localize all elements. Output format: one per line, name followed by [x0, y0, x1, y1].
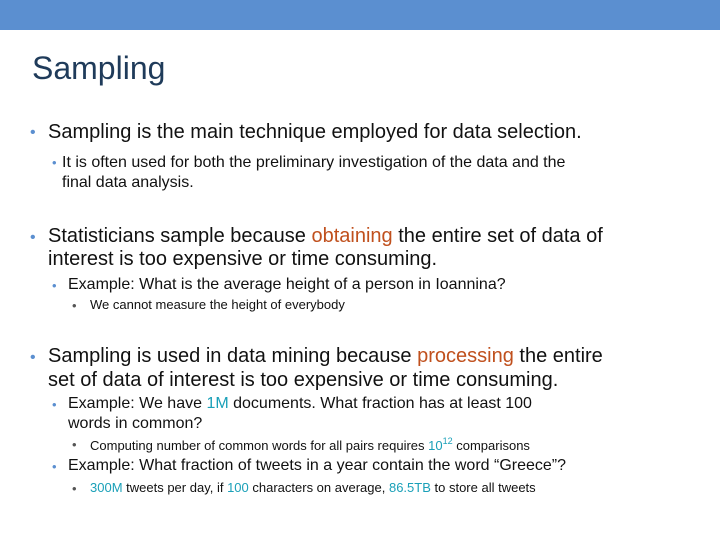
bullet-icon: •	[72, 298, 77, 313]
bullet-icon: •	[30, 229, 36, 246]
bullet-2-text-pre: Statisticians sample because	[48, 225, 312, 247]
example-1-highlight: 1M	[206, 395, 229, 412]
bullet-1-text: Sampling is the main technique employed for data selection.	[48, 121, 582, 143]
example-2-d2: tweets per day, if	[122, 480, 228, 495]
bullet-2-line-1	[48, 225, 603, 248]
bullet-1-sub-line-2: final data analysis.	[62, 174, 194, 191]
bullet-icon: •	[52, 278, 57, 293]
bullet-icon: •	[52, 155, 57, 170]
bullet-3-example-2: Example: What fraction of tweets in a year contain the word “Greece”?	[68, 457, 567, 474]
example-1-detail-number	[428, 438, 452, 453]
bullet-1-sub-line-1: It is often used for both the preliminary investigation of the data and the	[62, 154, 566, 171]
example-1-detail	[90, 436, 530, 453]
bullet-icon: •	[72, 481, 77, 496]
example-2-d1: 300M	[90, 480, 123, 495]
example-2-d5: 86.5TB	[388, 480, 431, 495]
example-1-detail-pre: Computing number of common words for all pairs requires	[90, 438, 429, 453]
example-1-detail-exponent: 12	[442, 436, 453, 446]
bullet-2-subsub: We cannot measure the height of everybody	[90, 297, 345, 312]
slide-title: Sampling	[32, 50, 166, 86]
example-2-d6: to store all tweets	[430, 480, 536, 495]
bullet-3-text-pre: Sampling is used in data mining because	[48, 345, 418, 367]
bullet-2-line-2: interest is too expensive or time consuming.	[48, 248, 438, 270]
example-1-post: documents. What fraction has at least 100	[228, 395, 532, 412]
example-1-pre: Example: We have	[68, 395, 207, 412]
bullet-3-example-1-line-2: words in common?	[68, 415, 203, 432]
bullet-icon: •	[30, 124, 36, 141]
bullet-2-sub: Example: What is the average height of a person in Ioannina?	[68, 276, 506, 293]
bullet-3-line-1	[48, 345, 603, 368]
bullet-icon: •	[72, 437, 77, 452]
bullet-2-text-post: the entire set of data of	[392, 225, 603, 247]
example-1-detail-post: comparisons	[452, 438, 530, 453]
example-2-d4: characters on average,	[248, 480, 389, 495]
example-2-detail	[90, 480, 536, 495]
bullet-3-highlight: processing	[417, 345, 514, 367]
bullet-3-line-2: set of data of interest is too expensive or time consuming.	[48, 369, 559, 391]
example-1-detail-base: 10	[428, 438, 443, 453]
bullet-icon: •	[30, 349, 36, 366]
bullet-icon: •	[52, 459, 57, 474]
header-bar	[0, 0, 720, 30]
bullet-3-text-post: the entire	[513, 345, 603, 367]
bullet-2-highlight: obtaining	[311, 225, 393, 247]
bullet-3-example-1-line-1	[68, 395, 532, 413]
example-2-d3: 100	[227, 480, 249, 495]
bullet-icon: •	[52, 397, 57, 412]
